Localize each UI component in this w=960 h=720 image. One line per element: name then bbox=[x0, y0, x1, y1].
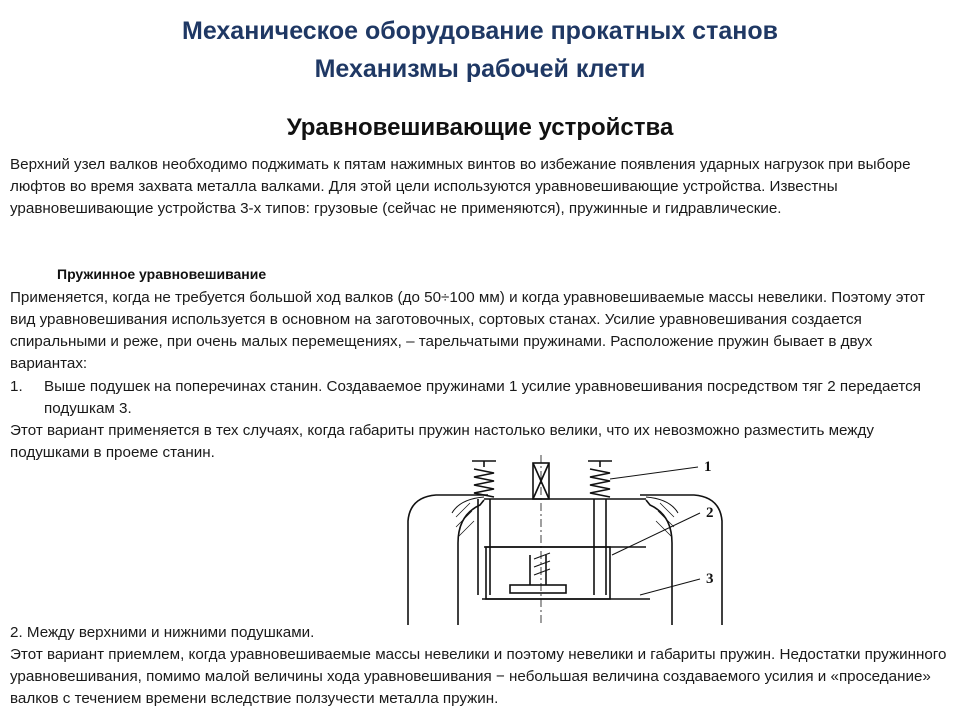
spring-paragraph-3: Этот вариант приемлем, когда уравновешиваемые массы невелики и поэтому невелики и габариты пружин. Недостатки пружинного уравновешивания, помимо малой величины хода уравновешивания − небольшая величина создаваемого усилия и «проседание» валков с течением времени вследствие ползучести металла пружин. bbox=[10, 646, 947, 707]
spring-paragraph-1: Применяется, когда не требуется большой ход валков (до 50÷100 мм) и когда уравновешиваемые массы невелики. Поэтому этот вид уравновешивания используется в основном на заготовочных, сортовых станах. Усилие уравновешивания создается спиральными и реже, при очень малых перемещениях, – тарельчатыми пружинами. Расположение пружин бывает в двух вариантах: bbox=[10, 289, 925, 372]
spring-paragraph-2: Этот вариант применяется в тех случаях, когда габариты пружин настолько велики, что их невозможно разместить между подушками в проеме станин. bbox=[10, 422, 874, 461]
section-title: Уравновешивающие устройства bbox=[286, 114, 674, 141]
list-item-1 bbox=[10, 376, 950, 420]
spring-balancing-heading: Пружинное уравновешивание bbox=[57, 266, 267, 282]
diagram-label-3: 3 bbox=[706, 571, 714, 587]
diagram-label-1: 1 bbox=[704, 459, 712, 475]
page-title-line-2: Механизмы рабочей клети bbox=[314, 55, 646, 83]
list-item-1-number: 1. bbox=[10, 378, 23, 395]
list-item-1-text: Выше подушек на поперечинах станин. Создаваемое пружинами 1 усилие уравновешивания посредством тяг 2 передается подушкам 3. bbox=[44, 378, 921, 417]
page-title-line-1: Механическое оборудование прокатных станов bbox=[182, 17, 778, 45]
diagram-label-2: 2 bbox=[706, 505, 714, 521]
list-item-2: 2. Между верхними и нижними подушками. bbox=[10, 624, 315, 641]
intro-paragraph: Верхний узел валков необходимо поджимать к пятам нажимных винтов во избежание появления ударных нагрузок при выборе люфтов во время захвата металла валками. Для этой цели используются уравновешивающие устройства. Известны уравновешивающие устройства 3-х типов: грузовые (сейчас не применяются), пружинные и гидравлические. bbox=[10, 156, 911, 217]
spring-balancing-diagram bbox=[400, 455, 730, 625]
